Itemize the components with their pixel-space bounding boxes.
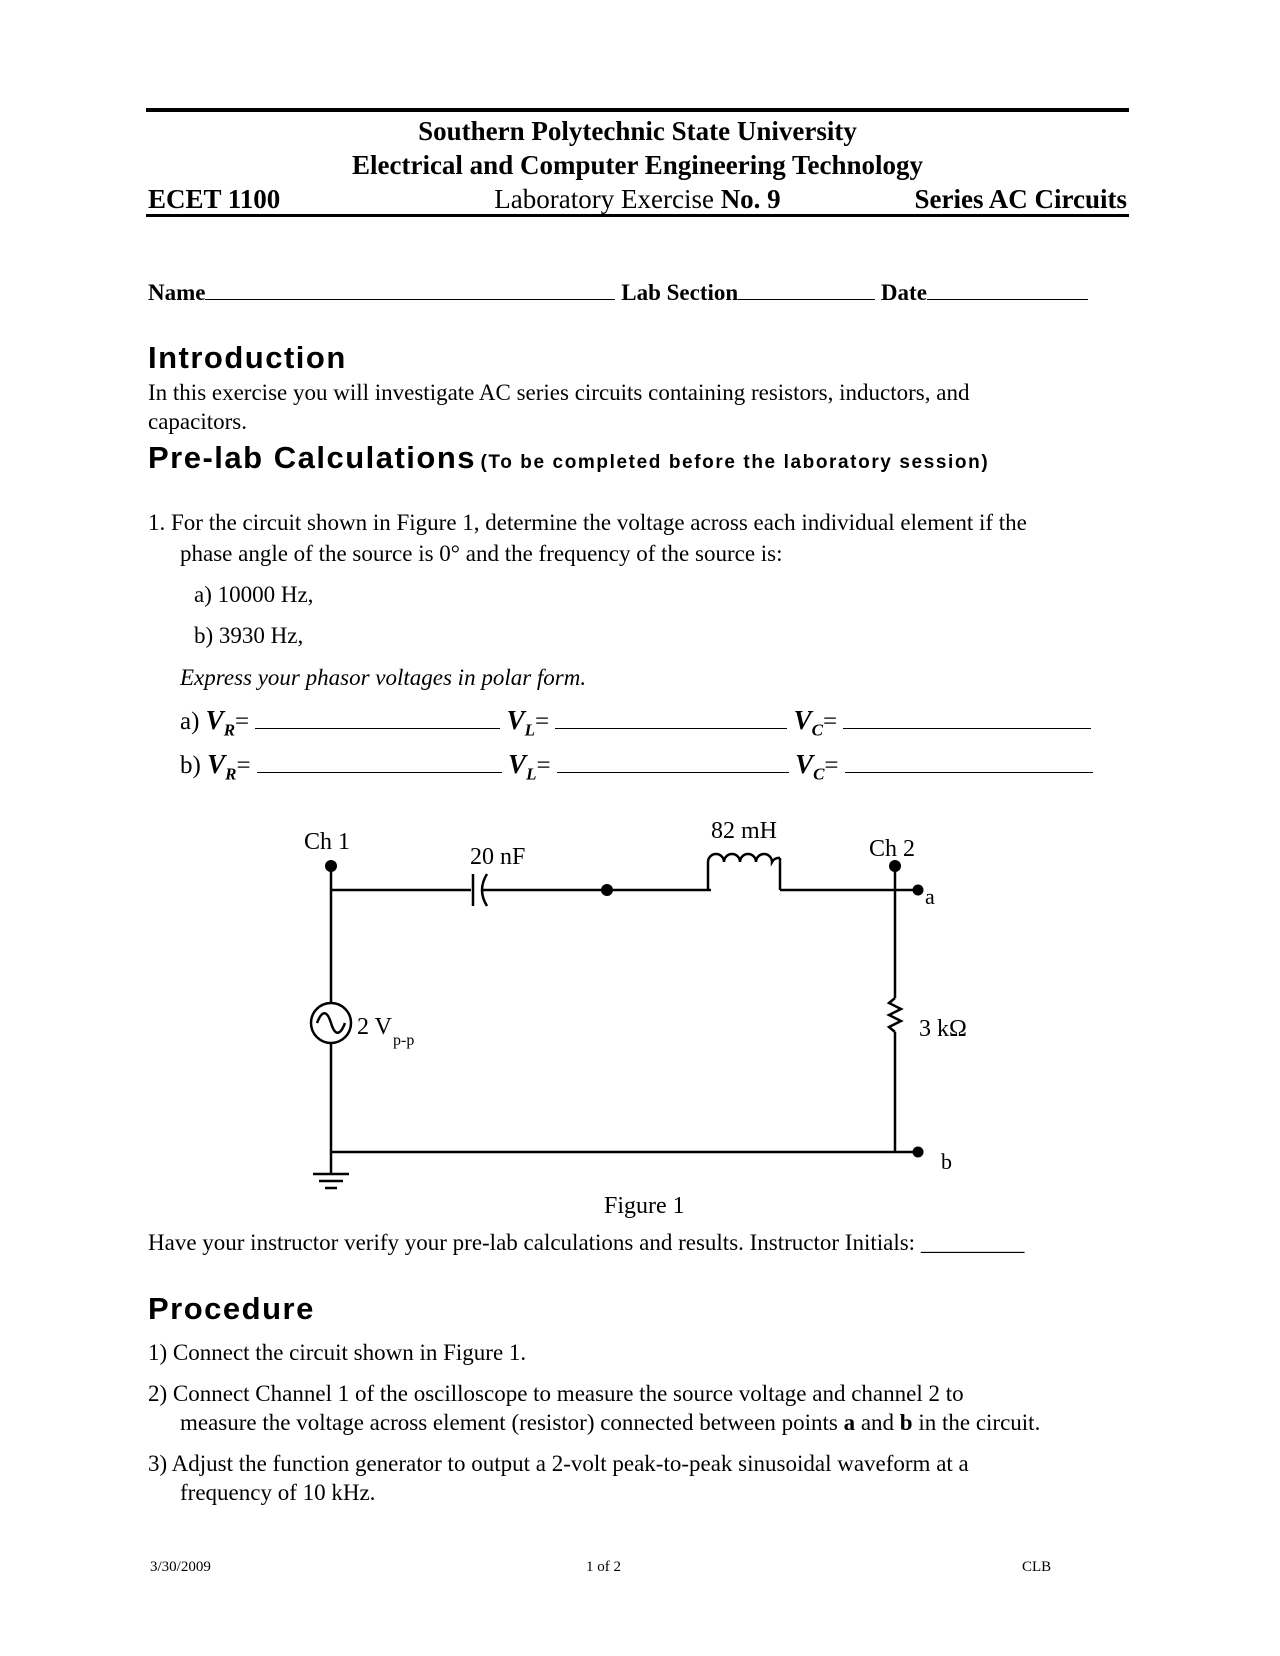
equals: = xyxy=(235,708,250,735)
procedure-step-1: 1) Connect the circuit shown in Figure 1. xyxy=(148,1340,527,1365)
ac-source-wave xyxy=(317,1013,345,1033)
prelab-title: Pre-lab Calculations xyxy=(148,440,477,475)
figure-caption: Figure 1 xyxy=(604,1193,685,1219)
vc-symbol: $V_C$ xyxy=(795,749,825,784)
node-a-dot xyxy=(913,885,924,896)
capacitor-label: 20 nF xyxy=(470,844,526,870)
row-label: a) xyxy=(180,708,200,735)
junction-dot xyxy=(601,884,613,896)
footer-author: CLB xyxy=(1022,1559,1052,1575)
vl-symbol: $V_L$ xyxy=(506,705,536,740)
lab-section-label: Lab Section xyxy=(621,280,739,305)
polar-form-instruction: Express your phasor voltages in polar form. xyxy=(180,665,587,690)
ch1-probe-dot xyxy=(325,860,337,872)
question-1-part-b: b) 3930 Hz, xyxy=(194,623,304,648)
course-code: ECET 1100 xyxy=(148,184,281,214)
prelab-note: (To be completed before the laboratory session) xyxy=(480,452,990,473)
node-b-dot xyxy=(913,1147,924,1158)
equals: = xyxy=(236,752,251,779)
procedure-step-3-line-1: 3) Adjust the function generator to output a 2-volt peak-to-peak sinusoidal waveform at a xyxy=(148,1451,969,1476)
resistor-label: 3 kΩ xyxy=(919,1016,967,1042)
row-label: b) xyxy=(180,752,201,779)
inductor-label: 82 mH xyxy=(711,818,777,844)
vr-symbol: $V_R$ xyxy=(207,749,237,784)
point-b: b xyxy=(899,1410,913,1435)
introduction-line-1: In this exercise you will investigate AC series circuits containing resistors, inductors, and xyxy=(148,380,970,405)
vl-symbol: $V_L$ xyxy=(508,749,537,784)
procedure-heading: Procedure xyxy=(148,1291,315,1326)
department-name: Electrical and Computer Engineering Technology xyxy=(351,150,924,180)
equals: = xyxy=(535,708,550,735)
node-b-label: b xyxy=(941,1149,952,1174)
exercise-number: No. 9 xyxy=(720,184,781,214)
equals: = xyxy=(536,752,551,779)
source-value: 2 V xyxy=(357,1014,392,1040)
ch2-label: Ch 2 xyxy=(869,836,916,862)
node-a-label: a xyxy=(925,884,935,909)
question-1-line-2: phase angle of the source is 0° and the frequency of the source is: xyxy=(180,541,783,566)
point-a: a xyxy=(843,1410,856,1435)
inductor-coils xyxy=(708,854,780,862)
equals: = xyxy=(824,752,839,779)
vc-symbol: $V_C$ xyxy=(793,705,824,740)
name-label: Name xyxy=(148,280,206,305)
date-label: Date xyxy=(880,280,927,305)
equals: = xyxy=(823,708,838,735)
footer-date: 3/30/2009 xyxy=(150,1559,211,1575)
resistor-zigzag xyxy=(889,998,901,1032)
procedure-step-2-line-1: 2) Connect Channel 1 of the oscilloscope to measure the source voltage and channel 2 to xyxy=(148,1381,964,1406)
exercise-prefix: Laboratory Exercise xyxy=(494,184,714,214)
footer-page-number: 1 of 2 xyxy=(586,1559,621,1575)
vr-symbol: $V_R$ xyxy=(205,705,236,740)
procedure-step-3-line-2: frequency of 10 kHz. xyxy=(180,1480,376,1505)
introduction-line-2: capacitors. xyxy=(148,409,247,434)
exercise-topic: Series AC Circuits xyxy=(914,184,1127,214)
question-1-line-1: 1. For the circuit shown in Figure 1, determine the voltage across each individual element if the xyxy=(148,510,1027,535)
ch1-label: Ch 1 xyxy=(304,829,351,855)
question-1-part-a: a) 10000 Hz, xyxy=(194,582,314,607)
introduction-heading: Introduction xyxy=(148,340,347,375)
source-subscript: p-p xyxy=(393,1032,415,1049)
university-name: Southern Polytechnic State University xyxy=(418,116,857,146)
procedure-step-2-line-2: measure the voltage across element (resistor) connected between points a and b in the circuit. xyxy=(180,1410,1041,1435)
instructor-verification: Have your instructor verify your pre-lab calculations and results. Instructor Initials: _________ xyxy=(148,1230,1025,1255)
